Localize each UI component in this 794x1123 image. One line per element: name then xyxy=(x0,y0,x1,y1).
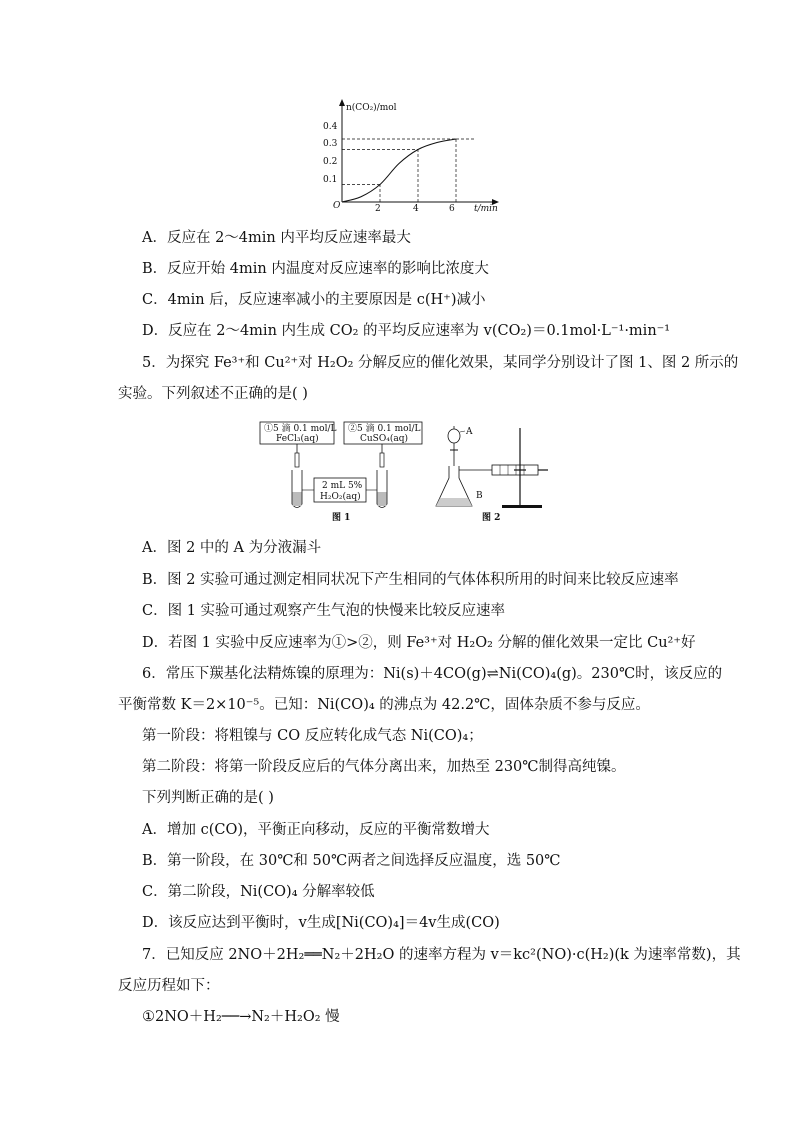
q6-ask: 下列判断正确的是( ) xyxy=(142,790,274,806)
q7-stem-line1: 7．已知反应 2NO＋2H₂══N₂＋2H₂O 的速率方程为 v＝kc²(NO)·c(H₂)(k 为速率常数)，其 xyxy=(142,947,741,963)
q6-option-a: A．增加 c(CO)，平衡正向移动，反应的平衡常数增大 xyxy=(142,822,490,838)
x-tick-2: 2 xyxy=(375,204,381,214)
q4-option-d: D．反应在 2～4min 内生成 CO₂ 的平均反应速率为 v(CO₂)＝0.1mol·L⁻¹·min⁻¹ xyxy=(142,323,671,339)
x-tick-6: 6 xyxy=(449,204,455,214)
q6-option-c: C．第二阶段，Ni(CO)₄ 分解率较低 xyxy=(142,884,375,900)
q7-step1: ①2NO＋H₂──→N₂＋H₂O₂ 慢 xyxy=(142,1009,340,1025)
figure-2 xyxy=(432,420,552,526)
x-tick-4: 4 xyxy=(413,204,419,214)
series-line-n-co2 xyxy=(342,139,456,202)
test-tube-2 xyxy=(377,453,387,508)
y-tick-0.3: 0.3 xyxy=(323,139,338,149)
q7-stem-line2: 反应历程如下： xyxy=(118,978,220,994)
origin-label: O xyxy=(333,201,341,211)
h2o2-box-line2: H₂O₂(aq) xyxy=(320,492,361,502)
y-tick-0.4: 0.4 xyxy=(323,122,338,132)
q6-stage1: 第一阶段：将粗镍与 CO 反应转化成气态 Ni(CO)₄； xyxy=(142,728,483,744)
q6-stem-line1: 6．常压下羰基化法精炼镍的原理为：Ni(s)＋4CO(g)⇌Ni(CO)₄(g)。230℃时，该反应的 xyxy=(142,666,723,682)
label-b: B xyxy=(476,491,483,501)
figure-1 xyxy=(258,420,428,526)
q5-option-c: C．图 1 实验可通过观察产生气泡的快慢来比较反应速率 xyxy=(142,603,506,619)
plot-area xyxy=(342,139,475,202)
cuso4-box-line1: ②5 滴 0.1 mol/L xyxy=(348,424,421,434)
conical-flask xyxy=(436,466,472,506)
q5-stem-line2: 实验。下列叙述不正确的是( ) xyxy=(118,386,308,402)
h2o2-box-line1: 2 mL 5% xyxy=(322,481,363,491)
q4-option-a: A．反应在 2～4min 内平均反应速率最大 xyxy=(142,230,411,246)
q5-option-d: D．若图 1 实验中反应速率为①>②，则 Fe³⁺对 H₂O₂ 分解的催化效果一定比 Cu²⁺好 xyxy=(142,635,696,651)
q5-stem-line1: 5．为探究 Fe³⁺和 Cu²⁺对 H₂O₂ 分解反应的催化效果，某同学分别设计了图 1、图 2 所示的 xyxy=(142,355,739,371)
q5-option-a: A．图 2 中的 A 为分液漏斗 xyxy=(142,540,322,556)
separatory-funnel xyxy=(448,426,460,472)
q6-stem-line2: 平衡常数 K＝2×10⁻⁵。已知：Ni(CO)₄ 的沸点为 42.2℃，固体杂质不参与反应。 xyxy=(118,697,650,713)
y-tick-0.2: 0.2 xyxy=(323,157,338,167)
q4-option-b: B．反应开始 4min 内温度对反应速率的影响比浓度大 xyxy=(142,261,489,277)
q6-stage2: 第二阶段：将第一阶段反应后的气体分离出来，加热至 230℃制得高纯镍。 xyxy=(142,759,626,775)
y-axis-arrow xyxy=(339,99,345,106)
fecl3-box-line1: ①5 滴 0.1 mol/L xyxy=(264,424,337,434)
figure-2-caption: 图 2 xyxy=(482,513,501,523)
co2-graph xyxy=(318,98,508,216)
figure-1-caption: 图 1 xyxy=(332,513,351,523)
test-tube-1 xyxy=(292,453,302,508)
syringe xyxy=(459,465,548,475)
y-tick-0.1: 0.1 xyxy=(323,175,338,185)
q6-option-d: D．该反应达到平衡时，v生成[Ni(CO)₄]＝4v生成(CO) xyxy=(142,915,500,931)
cuso4-box-line2: CuSO₄(aq) xyxy=(360,434,408,444)
label-a: A xyxy=(466,427,473,437)
q5-option-b: B．图 2 实验可通过测定相同状况下产生相同的气体体积所用的时间来比较反应速率 xyxy=(142,572,679,588)
fecl3-box-line2: FeCl₃(aq) xyxy=(276,434,319,444)
q4-option-c: C．4min 后，反应速率减小的主要原因是 c(H⁺)减小 xyxy=(142,292,486,308)
y-axis-title: n(CO₂)/mol xyxy=(346,103,397,113)
q6-option-b: B．第一阶段，在 30℃和 50℃两者之间选择反应温度，选 50℃ xyxy=(142,853,561,869)
x-axis-title: t/min xyxy=(474,204,498,214)
